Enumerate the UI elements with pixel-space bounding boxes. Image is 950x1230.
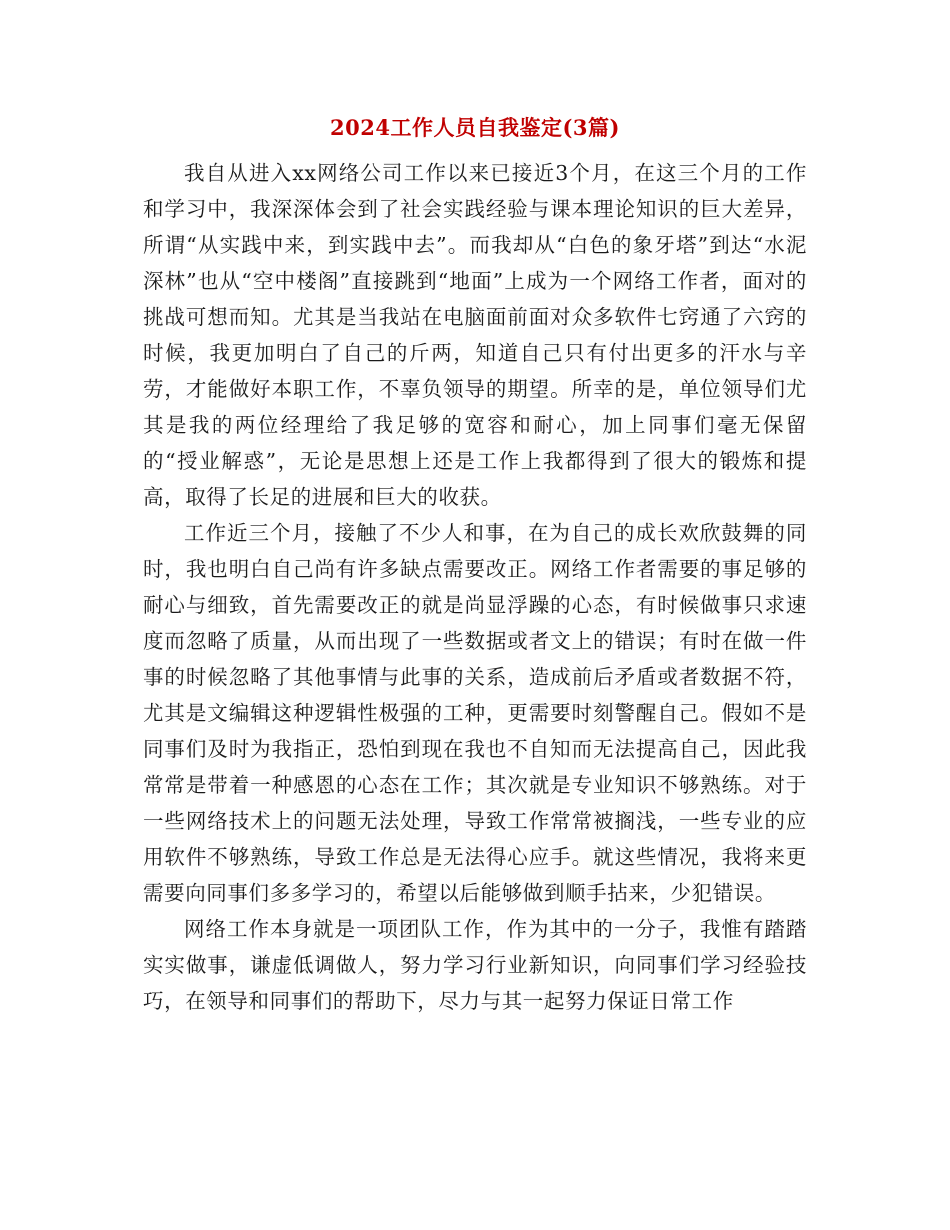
document-body [143,155,807,1019]
document-title: 2024工作人员自我鉴定(3篇) [330,115,620,140]
paragraph-2: 工作近三个月，接触了不少人和事，在为自己的成长欢欣鼓舞的同时，我也明白自己尚有许多缺点需要改正。网络工作者需要的事足够的耐心与细致，首先需要改正的就是尚显浮躁的心态，有时候做事只求速度而忽略了质量，从而出现了一些数据或者文上的错误；有时在做一件事的时候忽略了其他事情与此事的关系，造成前后矛盾或者数据不符，尤其是文编辑这种逻辑性极强的工种，更需要时刻警醒自己。假如不是同事们及时为我指正，恐怕到现在我也不自知而无法提高自己，因此我常常是带着一种感恩的心态在工作；其次就是专业知识不够熟练。对于一些网络技术上的问题无法处理，导致工作常常被搁浅，一些专业的应用软件不够熟练，导致工作总是无法得心应手。就这些情况，我将来更需要向同事们多多学习的，希望以后能够做到顺手拈来，少犯错误。 [143,521,807,905]
paragraph-3: 网络工作本身就是一项团队工作，作为其中的一分子，我惟有踏踏实实做事，谦虚低调做人，努力学习行业新知识，向同事们学习经验技巧，在领导和同事们的帮助下，尽力与其一起努力保证日常工作 [143,917,807,1013]
paragraph-1: 我自从进入xx网络公司工作以来已接近3个月，在这三个月的工作和学习中，我深深体会到了社会实践经验与课本理论知识的巨大差异，所谓“从实践中来，到实践中去”。而我却从“白色的象牙塔”到达“水泥深林”也从“空中楼阁”直接跳到“地面”上成为一个网络工作者，面对的挑战可想而知。尤其是当我站在电脑面前面对众多软件七窍通了六窍的时候，我更加明白了自己的斤两，知道自己只有付出更多的汗水与辛劳，才能做好本职工作，不辜负领导的期望。所幸的是，单位领导们尤其是我的两位经理给了我足够的宽容和耐心，加上同事们毫无保留的“授业解惑”，无论是思想上还是工作上我都得到了很大的锻炼和提高，取得了长足的进展和巨大的收获。 [143,161,807,509]
